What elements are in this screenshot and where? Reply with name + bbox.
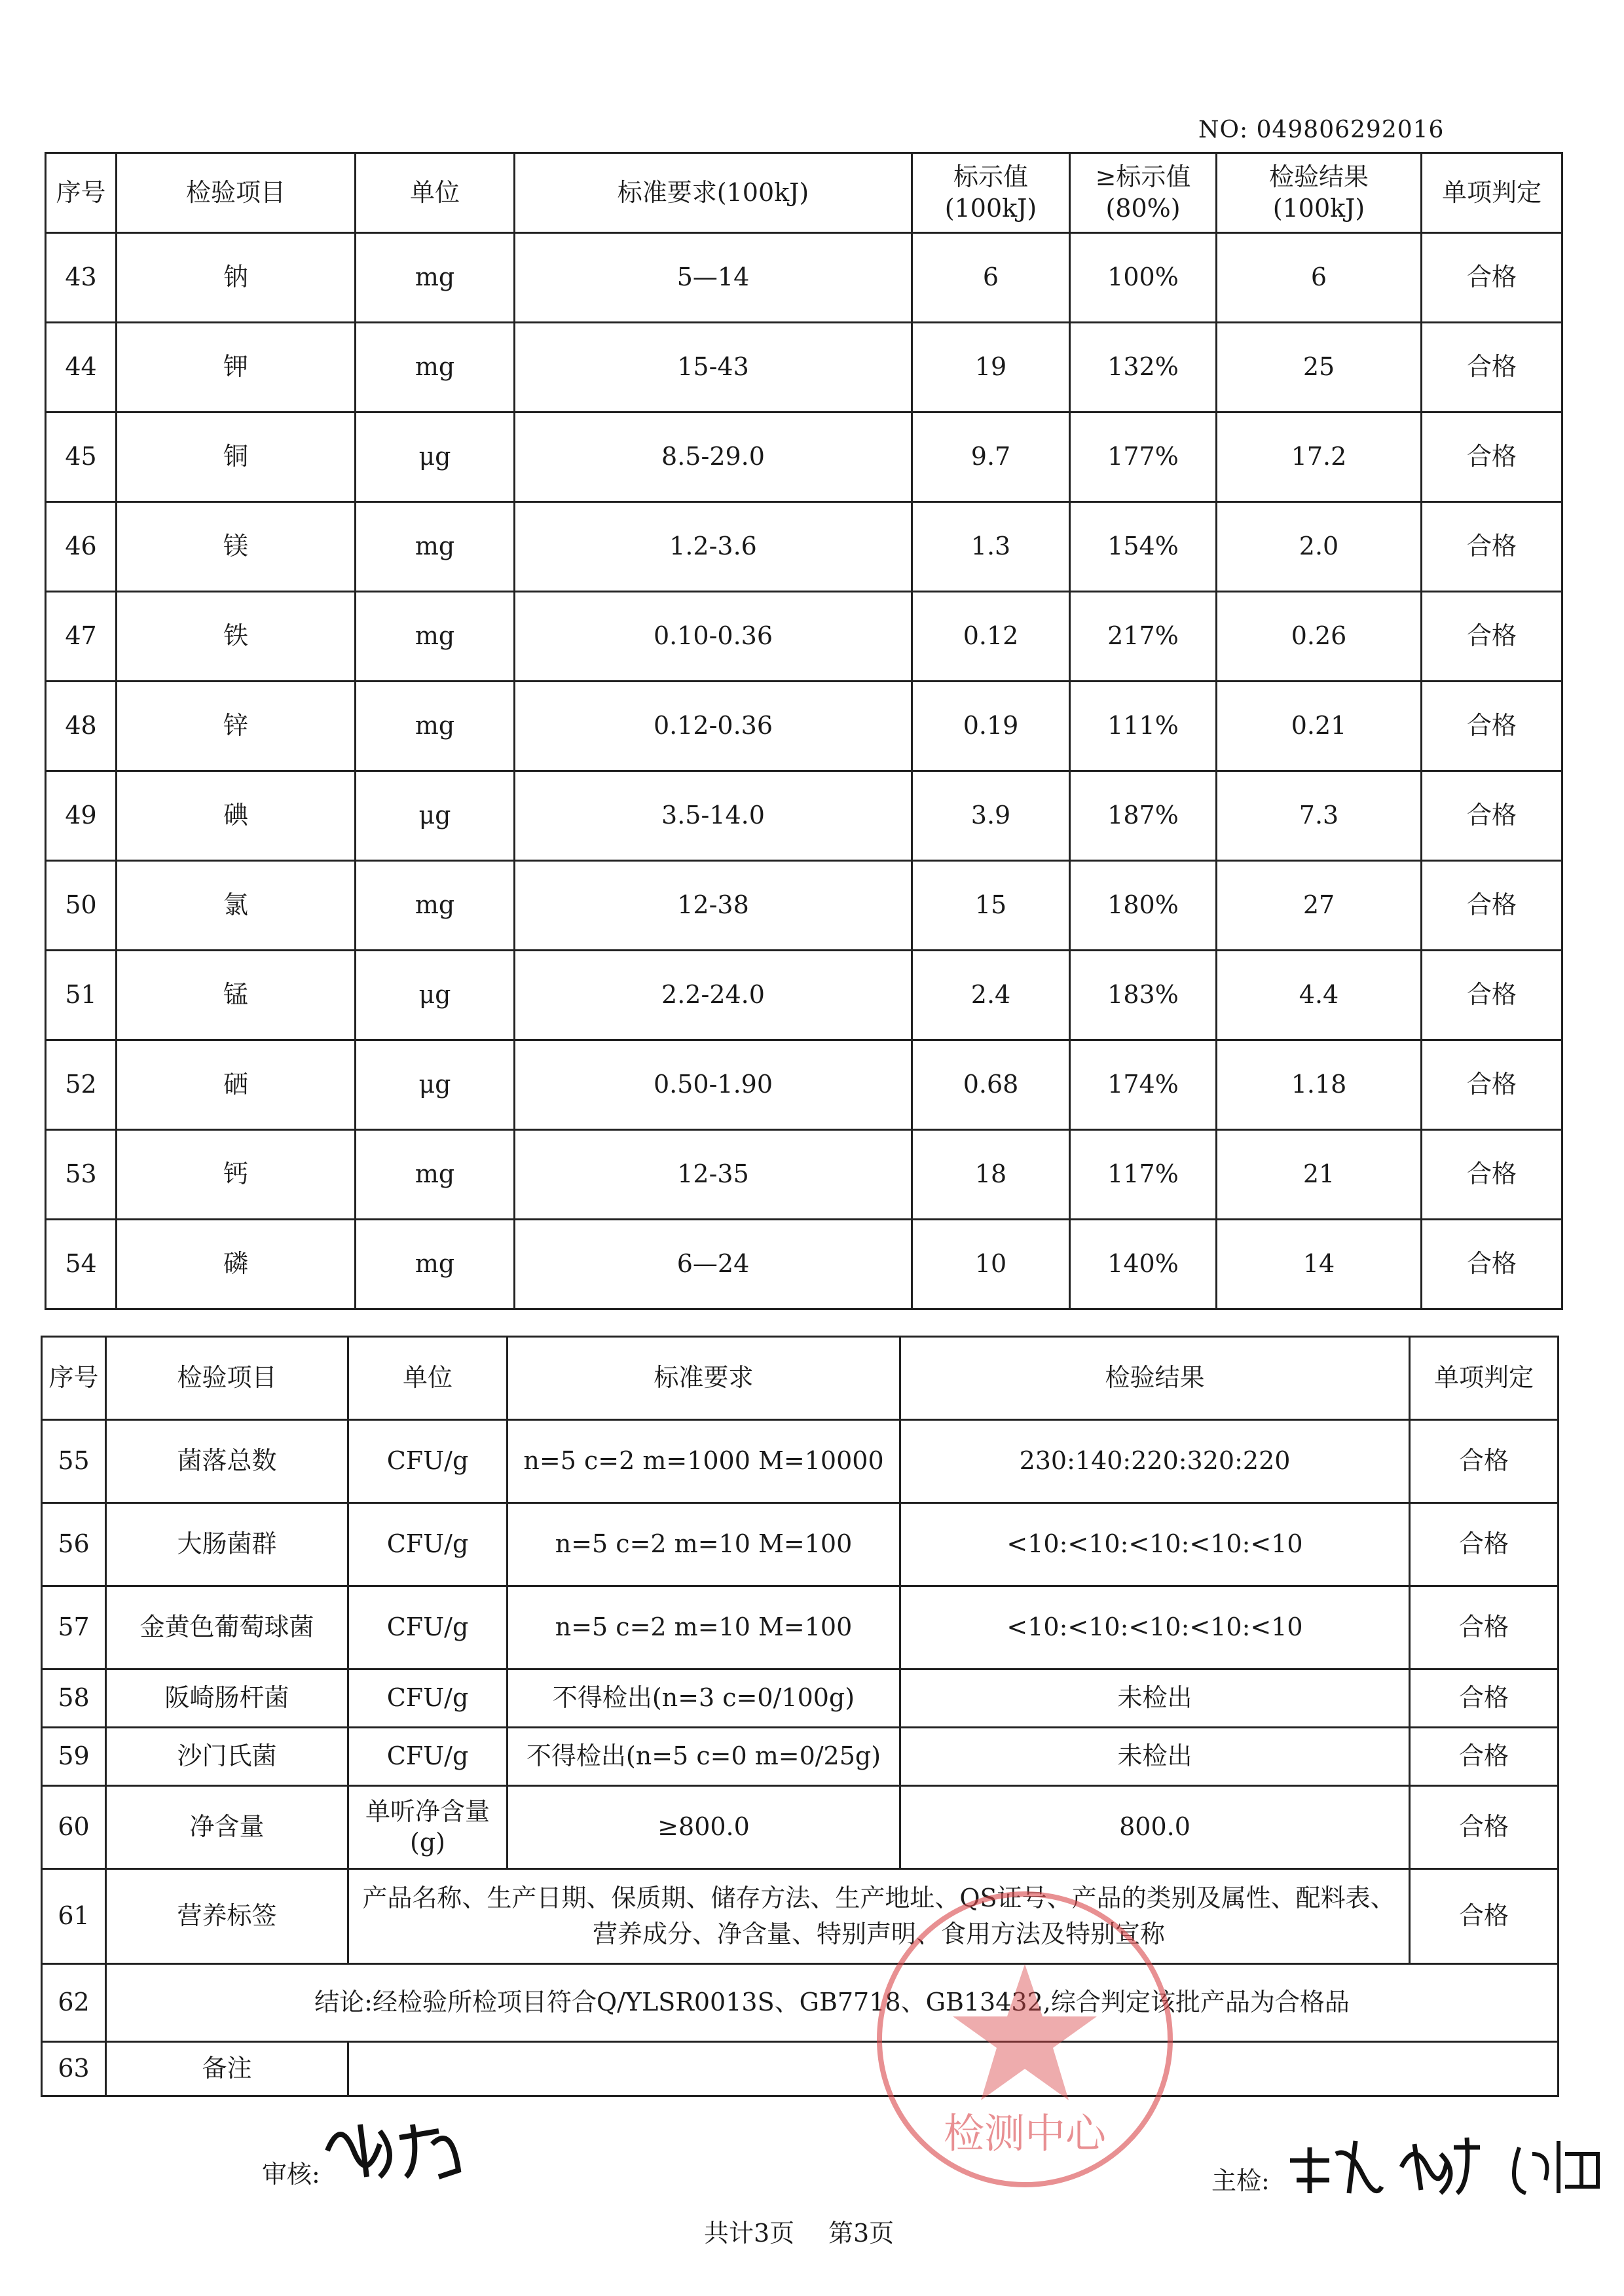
header-pct-line2: (80%) (1105, 193, 1181, 223)
cell-label-value: 1.3 (912, 502, 1070, 592)
cell-unit: mg (356, 1130, 515, 1220)
table-row (46, 861, 1562, 951)
cell-seq: 55 (42, 1420, 106, 1503)
cell-judgement: 合格 (1410, 1586, 1559, 1669)
table-row (42, 1869, 1559, 1964)
cell-judgement: 合格 (1410, 1869, 1559, 1964)
cell-judgement: 合格 (1422, 323, 1562, 412)
cell-label-value: 19 (912, 323, 1070, 412)
cell-unit: μg (356, 771, 515, 861)
table-row (46, 592, 1562, 682)
cell-pct: 180% (1070, 861, 1217, 951)
cell-standard: 8.5-29.0 (515, 412, 912, 502)
cell-item: 钾 (117, 323, 356, 412)
cell-item: 磷 (117, 1220, 356, 1309)
cell-seq: 48 (46, 682, 117, 771)
cell-standard: 不得检出(n=3 c=0/100g) (507, 1669, 900, 1728)
cell-label-value: 6 (912, 233, 1070, 323)
header-label-value-line2: (100kJ) (944, 193, 1037, 223)
cell-judgement: 合格 (1422, 682, 1562, 771)
cell-result: 未检出 (900, 1728, 1410, 1786)
cell-standard: 0.12-0.36 (515, 682, 912, 771)
cell-result: 800.0 (900, 1786, 1410, 1869)
cell-seq: 56 (42, 1503, 106, 1586)
cell-unit: mg (356, 1220, 515, 1309)
table-row (46, 233, 1562, 323)
table-row (42, 1420, 1559, 1503)
cell-result: 1.18 (1217, 1040, 1422, 1130)
cell-unit: mg (356, 682, 515, 771)
cell-item: 大肠菌群 (106, 1503, 348, 1586)
cell-seq: 53 (46, 1130, 117, 1220)
cell-standard: 12-38 (515, 861, 912, 951)
cell-label-value: 18 (912, 1130, 1070, 1220)
cell-pct: 100% (1070, 233, 1217, 323)
table-row (46, 951, 1562, 1040)
table-row (42, 1964, 1559, 2042)
cell-pct: 111% (1070, 682, 1217, 771)
cell-judgement: 合格 (1410, 1669, 1559, 1728)
cell-result: 0.21 (1217, 682, 1422, 771)
cell-result: 14 (1217, 1220, 1422, 1309)
cell-unit: μg (356, 951, 515, 1040)
page-count: 共计3页 (704, 2219, 795, 2248)
cell-standard: n=5 c=2 m=10 M=100 (507, 1503, 900, 1586)
table-header-row (46, 153, 1562, 233)
table-row (46, 1220, 1562, 1309)
cell-seq: 62 (42, 1964, 106, 2042)
cell-item: 钙 (117, 1130, 356, 1220)
cell-standard: n=5 c=2 m=1000 M=10000 (507, 1420, 900, 1503)
cell-item: 营养标签 (106, 1869, 348, 1964)
cell-pct: 140% (1070, 1220, 1217, 1309)
cell-standard: 0.50-1.90 (515, 1040, 912, 1130)
cell-seq: 61 (42, 1869, 106, 1964)
header-judgement: 单项判定 (1422, 153, 1562, 233)
cell-seq: 51 (46, 951, 117, 1040)
table-row (46, 412, 1562, 502)
cell-result: <10:<10:<10:<10:<10 (900, 1586, 1410, 1669)
cell-standard: 5—14 (515, 233, 912, 323)
cell-seq: 47 (46, 592, 117, 682)
cell-judgement: 合格 (1422, 951, 1562, 1040)
cell-result: 27 (1217, 861, 1422, 951)
table-row (42, 1786, 1559, 1869)
cell-result: 0.26 (1217, 592, 1422, 682)
cell-standard: n=5 c=2 m=10 M=100 (507, 1586, 900, 1669)
cell-item: 沙门氏菌 (106, 1728, 348, 1786)
cell-standard: 不得检出(n=5 c=0 m=0/25g) (507, 1728, 900, 1786)
header-standard: 标准要求(100kJ) (515, 153, 912, 233)
table-header-row (42, 1337, 1559, 1420)
cell-seq: 45 (46, 412, 117, 502)
cell-item: 镁 (117, 502, 356, 592)
cell-unit: mg (356, 233, 515, 323)
cell-seq: 46 (46, 502, 117, 592)
table-row (46, 502, 1562, 592)
cell-pct: 117% (1070, 1130, 1217, 1220)
cell-label-value: 0.12 (912, 592, 1070, 682)
cell-standard: 1.2-3.6 (515, 502, 912, 592)
cell-item: 铜 (117, 412, 356, 502)
cell-judgement: 合格 (1422, 1040, 1562, 1130)
header-label-value (912, 153, 1070, 233)
header-unit: 单位 (356, 153, 515, 233)
cell-item: 硒 (117, 1040, 356, 1130)
cell-pct: 132% (1070, 323, 1217, 412)
cell-unit: CFU/g (348, 1728, 507, 1786)
cell-seq: 44 (46, 323, 117, 412)
header-result: 检验结果 (900, 1337, 1410, 1420)
cell-judgement: 合格 (1422, 592, 1562, 682)
svg-text:检测中心: 检测中心 (943, 2109, 1107, 2157)
cell-unit: μg (356, 1040, 515, 1130)
cell-item: 备注 (106, 2042, 348, 2096)
cell-item: 锰 (117, 951, 356, 1040)
cell-result: 230:140:220:320:220 (900, 1420, 1410, 1503)
cell-seq: 63 (42, 2042, 106, 2096)
cell-pct: 174% (1070, 1040, 1217, 1130)
inspector-signatures (1283, 2128, 1611, 2200)
header-result (1217, 153, 1422, 233)
cell-unit: mg (356, 861, 515, 951)
cell-label-value: 0.19 (912, 682, 1070, 771)
cell-result: 2.0 (1217, 502, 1422, 592)
cell-item: 钠 (117, 233, 356, 323)
cell-result: 未检出 (900, 1669, 1410, 1728)
nutrition-label-content: 产品名称、生产日期、保质期、储存方法、生产地址、QS证号、产品的类别及属性、配料表、营养成分、净含量、特别声明、食用方法及特别宣称 (348, 1869, 1410, 1964)
microbe-table (41, 1336, 1559, 2097)
cell-result: 17.2 (1217, 412, 1422, 502)
cell-seq: 57 (42, 1586, 106, 1669)
cell-label-value: 3.9 (912, 771, 1070, 861)
cell-standard: 3.5-14.0 (515, 771, 912, 861)
cell-unit: mg (356, 323, 515, 412)
table-row (46, 1040, 1562, 1130)
cell-standard: ≥800.0 (507, 1786, 900, 1869)
cell-pct: 154% (1070, 502, 1217, 592)
inspector-label: 主检: (1211, 2166, 1270, 2195)
cell-item: 锌 (117, 682, 356, 771)
cell-pct: 177% (1070, 412, 1217, 502)
cell-result: 4.4 (1217, 951, 1422, 1040)
cell-label-value: 2.4 (912, 951, 1070, 1040)
header-seq: 序号 (42, 1337, 106, 1420)
cell-judgement: 合格 (1410, 1503, 1559, 1586)
table-row (46, 323, 1562, 412)
header-label-value-line1: 标示值 (953, 162, 1028, 191)
cell-unit: 单听净含量(g) (348, 1786, 507, 1869)
cell-judgement: 合格 (1410, 1786, 1559, 1869)
table-row (46, 1130, 1562, 1220)
conclusion-text: 结论:经检验所检项目符合Q/YLSR0013S、GB7718、GB13432,综合判定该批产品为合格品 (106, 1964, 1559, 2042)
table-row (42, 1586, 1559, 1669)
cell-pct: 187% (1070, 771, 1217, 861)
cell-unit: CFU/g (348, 1586, 507, 1669)
cell-unit: mg (356, 592, 515, 682)
cell-seq: 52 (46, 1040, 117, 1130)
table-row (46, 771, 1562, 861)
cell-pct: 217% (1070, 592, 1217, 682)
cell-result: 25 (1217, 323, 1422, 412)
header-unit: 单位 (348, 1337, 507, 1420)
cell-standard: 2.2-24.0 (515, 951, 912, 1040)
nutrient-table (45, 152, 1563, 1310)
cell-seq: 43 (46, 233, 117, 323)
header-result-line1: 检验结果 (1268, 162, 1369, 191)
cell-item: 阪崎肠杆菌 (106, 1669, 348, 1728)
table-row (42, 1728, 1559, 1786)
report-number: NO: 049806292016 (1198, 117, 1445, 143)
header-item: 检验项目 (117, 153, 356, 233)
cell-judgement: 合格 (1422, 502, 1562, 592)
cell-unit: mg (356, 502, 515, 592)
header-pct-line1: ≥标示值 (1095, 162, 1191, 191)
cell-result: 7.3 (1217, 771, 1422, 861)
reviewer-signature (321, 2111, 471, 2187)
header-seq: 序号 (46, 153, 117, 233)
cell-seq: 54 (46, 1220, 117, 1309)
cell-seq: 50 (46, 861, 117, 951)
table-row (46, 682, 1562, 771)
cell-label-value: 10 (912, 1220, 1070, 1309)
cell-unit: CFU/g (348, 1503, 507, 1586)
table-row (42, 1503, 1559, 1586)
header-standard: 标准要求 (507, 1337, 900, 1420)
cell-judgement: 合格 (1410, 1728, 1559, 1786)
cell-judgement: 合格 (1422, 771, 1562, 861)
cell-unit: CFU/g (348, 1669, 507, 1728)
cell-seq: 59 (42, 1728, 106, 1786)
cell-unit: CFU/g (348, 1420, 507, 1503)
cell-judgement: 合格 (1422, 1130, 1562, 1220)
cell-result: <10:<10:<10:<10:<10 (900, 1503, 1410, 1586)
cell-judgement: 合格 (1422, 233, 1562, 323)
cell-seq: 58 (42, 1669, 106, 1728)
reviewer-label: 审核: (262, 2160, 320, 2189)
cell-item: 菌落总数 (106, 1420, 348, 1503)
header-item: 检验项目 (106, 1337, 348, 1420)
cell-pct: 183% (1070, 951, 1217, 1040)
header-result-line2: (100kJ) (1272, 193, 1365, 223)
cell-label-value: 9.7 (912, 412, 1070, 502)
cell-standard: 15-43 (515, 323, 912, 412)
cell-seq: 49 (46, 771, 117, 861)
cell-label-value: 0.68 (912, 1040, 1070, 1130)
remarks-content (348, 2042, 1559, 2096)
cell-item: 碘 (117, 771, 356, 861)
cell-judgement: 合格 (1422, 1220, 1562, 1309)
table-row (42, 1669, 1559, 1728)
cell-result: 6 (1217, 233, 1422, 323)
cell-item: 净含量 (106, 1786, 348, 1869)
cell-item: 金黄色葡萄球菌 (106, 1586, 348, 1669)
cell-item: 氯 (117, 861, 356, 951)
cell-unit: μg (356, 412, 515, 502)
header-judgement: 单项判定 (1410, 1337, 1559, 1420)
cell-judgement: 合格 (1410, 1420, 1559, 1503)
header-pct (1070, 153, 1217, 233)
cell-item: 铁 (117, 592, 356, 682)
page-number: 第3页 (828, 2219, 895, 2248)
cell-standard: 12-35 (515, 1130, 912, 1220)
cell-label-value: 15 (912, 861, 1070, 951)
cell-result: 21 (1217, 1130, 1422, 1220)
cell-standard: 6—24 (515, 1220, 912, 1309)
cell-judgement: 合格 (1422, 861, 1562, 951)
cell-standard: 0.10-0.36 (515, 592, 912, 682)
cell-judgement: 合格 (1422, 412, 1562, 502)
cell-seq: 60 (42, 1786, 106, 1869)
table-row (42, 2042, 1559, 2096)
